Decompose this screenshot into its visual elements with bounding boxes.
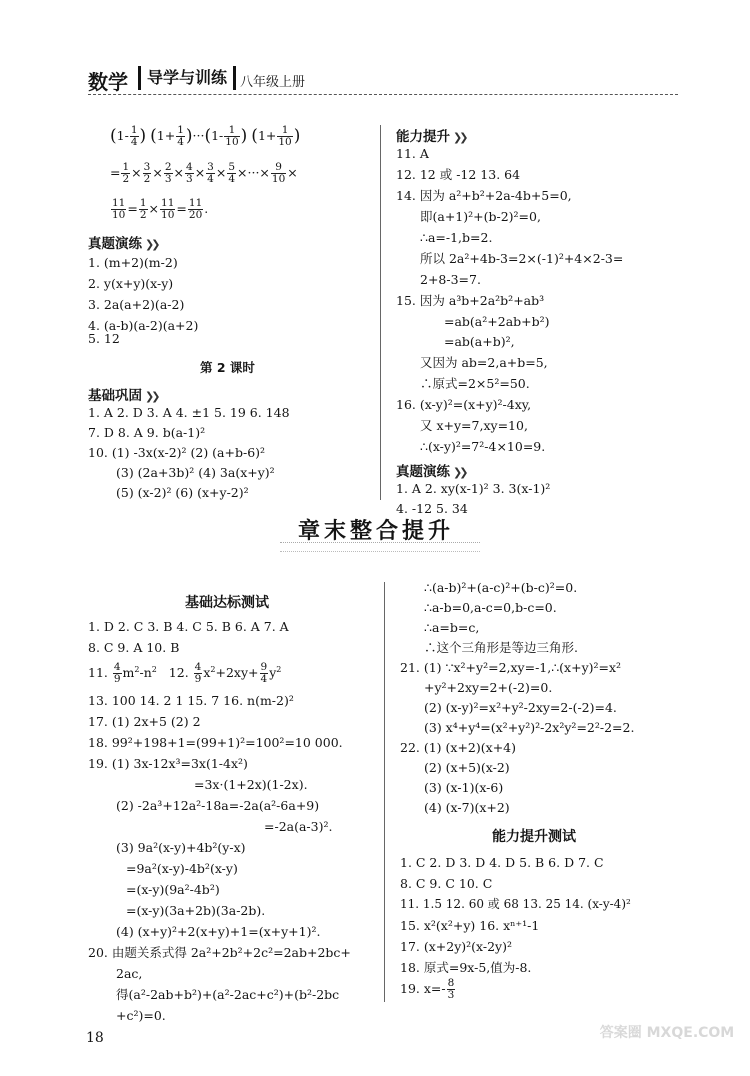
- answer-line: 4. -12 5. 34: [396, 501, 468, 516]
- page-header: [88, 62, 678, 96]
- double-chevron-icon: ❯❯: [145, 390, 158, 403]
- answer-line: ∴a-b=0,a-c=0,b-c=0.: [424, 600, 557, 615]
- answer-line: (4) (x+y)²+2(x+y)+1=(x+y+1)².: [116, 924, 321, 939]
- answer-line: 1. A 2. xy(x-1)² 3. 3(x-1)²: [396, 481, 551, 496]
- header-grade: 八年级上册: [240, 75, 306, 90]
- expr-line-1: (1- $\frac{1}{4}$ ) (1+ $\frac{1}{4}$ )···(1- $\frac{1}{10}$ ) (1+ $\frac{1}{10}$ ): [110, 124, 301, 149]
- expr-line-3: $\frac{11}{10}$ = $\frac{1}{2}$ × $\frac{11}{10}$ = $\frac{11}{20}$ .: [112, 197, 209, 222]
- answer-line: 21. (1) ∵x²+y²=2,xy=-1,∴(x+y)²=x²: [400, 660, 622, 675]
- basic-test-title: 基础达标测试: [185, 595, 269, 611]
- answer-line: =(x-y)(3a+2b)(3a-2b).: [126, 903, 266, 918]
- answer-line: (3) (2a+3b)² (4) 3a(x+y)²: [116, 465, 275, 480]
- answer-line: ∴这个三角形是等边三角形.: [424, 640, 578, 655]
- answer-line: 20. 由题关系式得 2a²+2b²+2c²=2ab+2bc+: [88, 945, 351, 960]
- answer-line: 22. (1) (x+2)(x+4): [400, 740, 516, 755]
- answer-line: (2) (x-y)²=x²+y²-2xy=2-(-2)=4.: [424, 700, 617, 715]
- expr-line-2: = $\frac{1}{2}$ × $\frac{3}{2}$ × $\frac{2}{3}$ × $\frac{4}{3}$ × $\frac{3}{4}$ × $\frac{5}{4}$ ×···× $\frac{9}{10}$ ×: [110, 161, 298, 186]
- answer-line: 8. C 9. C 10. C: [400, 876, 493, 891]
- ability-test-title: 能力提升测试: [492, 829, 576, 845]
- answer-line: ∴(a-b)²+(a-c)²+(b-c)²=0.: [424, 580, 578, 595]
- answer-line: +c²)=0.: [116, 1008, 166, 1023]
- answer-line: =9a²(x-y)-4b²(x-y): [126, 861, 238, 876]
- answer-line: 17. (1) 2x+5 (2) 2: [88, 714, 201, 729]
- answer-line: (5) (x-2)² (6) (x+y-2)²: [116, 485, 249, 500]
- answer-line: 10. (1) -3x(x-2)² (2) (a+b-6)²: [88, 445, 266, 460]
- answer-line: 15. x²(x²+y) 16. xⁿ⁺¹-1: [400, 918, 540, 933]
- answer-line: (2) -2a³+12a²-18a=-2a(a²-6a+9): [116, 798, 320, 813]
- answer-line: 8. C 9. A 10. B: [88, 640, 180, 655]
- answer-line: =ab(a²+2ab+b²): [444, 314, 550, 329]
- answer-line: 18. 原式=9x-5,值为-8.: [400, 960, 532, 975]
- answer-line: =-2a(a-3)².: [264, 819, 333, 834]
- answer-line: +y²+2xy=2+(-2)=0.: [424, 680, 553, 695]
- answer-line: 又因为 ab=2,a+b=5,: [420, 355, 548, 370]
- answer-line: 2. y(x+y)(x-y): [88, 276, 174, 291]
- answer-line: (3) 9a²(x-y)+4b²(y-x): [116, 840, 246, 855]
- answer-line: ∴a=b=c,: [424, 620, 480, 635]
- column-divider-bottom: [384, 582, 385, 1002]
- chapter-banner: [280, 512, 480, 554]
- answer-line: 所以 2a²+4b-3=2×(-1)²+4×2-3=: [420, 251, 624, 266]
- answer-line: 15. 因为 a³b+2a²b²+ab³: [396, 293, 545, 308]
- page-number: 18: [86, 1030, 104, 1046]
- answer-line: 1. D 2. C 3. B 4. C 5. B 6. A 7. A: [88, 619, 289, 634]
- answer-line: 17. (x+2y)²(x-2y)²: [400, 939, 512, 954]
- header-series: 导学与训练: [147, 68, 228, 87]
- answer-line: 3. 2a(a+2)(a-2): [88, 297, 185, 312]
- lesson-title: 第 2 课时: [200, 360, 255, 375]
- answer-line: 12. 12 或 -12 13. 64: [396, 167, 521, 182]
- answer-line: =(x-y)(9a²-4b²): [126, 882, 220, 897]
- answer-line: 5. 12: [88, 331, 120, 346]
- section-zhenti-1: 真题演练 ❯❯: [88, 236, 158, 252]
- answer-line: 16. (x-y)²=(x+y)²-4xy,: [396, 397, 532, 412]
- answer-line: 19. (1) 3x-12x³=3x(1-4x²): [88, 756, 248, 771]
- answer-line: 1. C 2. D 3. D 4. D 5. B 6. D 7. C: [400, 855, 604, 870]
- chapter-title: 章末整合提升: [298, 518, 455, 544]
- section-nengli: 能力提升 ❯❯: [396, 129, 466, 145]
- section-zhenti-2: 真题演练 ❯❯: [396, 464, 466, 480]
- answer-line: 2ac,: [116, 966, 143, 981]
- answer-line: 得(a²-2ab+b²)+(a²-2ac+c²)+(b²-2bc: [116, 987, 340, 1002]
- answer-line-11-12: 11. $\frac{4}{9}$ $m^2-n^2$ 12. $\frac{4}{9}$ $x^2+2xy+$ $\frac{9}{4}$ $y^2$: [88, 661, 282, 686]
- answer-line: (3) x⁴+y⁴=(x²+y²)²-2x²y²=2²-2=2.: [424, 720, 635, 735]
- section-jichu: 基础巩固 ❯❯: [88, 388, 158, 404]
- answer-line: 2+8-3=7.: [420, 272, 481, 287]
- answer-line: 14. 因为 a²+b²+2a-4b+5=0,: [396, 188, 572, 203]
- answer-line: 11. A: [396, 146, 429, 161]
- answer-line: (4) (x-7)(x+2): [424, 800, 510, 815]
- header-subject: 数学: [88, 70, 128, 94]
- header-rule: [88, 94, 678, 95]
- answer-line: (2) (x+5)(x-2): [424, 760, 510, 775]
- answer-line: (3) (x-1)(x-6): [424, 780, 504, 795]
- answer-line: ∴原式=2×5²=50.: [420, 376, 530, 391]
- double-chevron-icon: ❯❯: [453, 466, 466, 479]
- answer-line: 又 x+y=7,xy=10,: [420, 418, 528, 433]
- answer-line: ∴(x-y)²=7²-4×10=9.: [420, 439, 546, 454]
- answer-line: 13. 100 14. 2 1 15. 7 16. n(m-2)²: [88, 693, 294, 708]
- header-series-badge: [138, 66, 236, 90]
- answer-line: =ab(a+b)²,: [444, 334, 515, 349]
- answer-line: 11. 1.5 12. 60 或 68 13. 25 14. (x-y-4)²: [400, 897, 631, 911]
- double-chevron-icon: ❯❯: [145, 238, 158, 251]
- answer-line: ∴a=-1,b=2.: [420, 230, 493, 245]
- answer-line: 1. A 2. D 3. A 4. ±1 5. 19 6. 148: [88, 405, 290, 420]
- answer-line: =3x·(1+2x)(1-2x).: [194, 777, 308, 792]
- column-divider-top: [380, 125, 381, 500]
- answer-line: 4. (a-b)(a-2)(a+2): [88, 318, 199, 333]
- double-chevron-icon: ❯❯: [453, 131, 466, 144]
- answer-line: 18. 99²+198+1=(99+1)²=100²=10 000.: [88, 735, 343, 750]
- answer-line: 即(a+1)²+(b-2)²=0,: [420, 209, 541, 224]
- answer-line: 1. (m+2)(m-2): [88, 255, 178, 270]
- answer-line: 7. D 8. A 9. b(a-1)²: [88, 425, 206, 440]
- answer-line-19: 19. x=- $\frac{8}{3}$: [400, 977, 455, 1002]
- watermark-logo: 答案圈 MXQE.COM: [599, 1025, 735, 1041]
